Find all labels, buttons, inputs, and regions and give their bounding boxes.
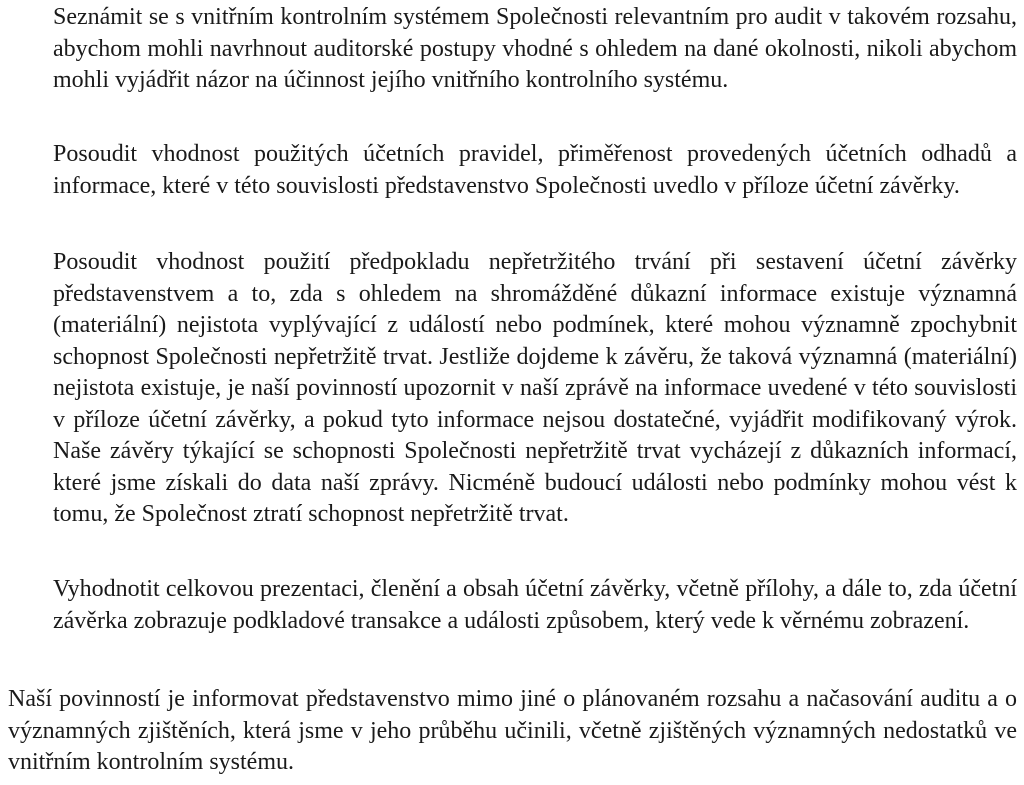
paragraph-going-concern: Posoudit vhodnost použití předpokladu nepřetržitého trvání při sestavení účetní závěrky představenstvem a to, zda s ohledem na shromážděné důkazní informace existuje významná (materiální) nejistota vyplývající z událostí nebo podmínek, které mohou významně zpochybnit schopnost Společnosti nepřetržitě trvat. Jestliže dojdeme k závěru, že taková významná (materiální) nejistota existuje, je naší povinností upozornit v naší zprávě na informace uvedené v této souvislosti v příloze účetní závěrky, a pokud tyto informace nejsou dostatečné, vyjádřit modifikovaný výrok. Naše závěry týkající se schopnosti Společnosti nepřetržitě trvat vycházejí z důkazních informací, které jsme získali do data naší zprávy. Nicméně budoucí události nebo podmínky mohou vést k tomu, že Společnost ztratí schopnost nepřetržitě trvat. (53, 249, 1017, 527)
paragraph-internal-control: Seznámit se s vnitřním kontrolním systémem Společnosti relevantním pro audit v takovém rozsahu, abychom mohli navrhnout auditorské postupy vhodné s ohledem na dané okolnosti, nikoli abychom mohli vyjádřit názor na účinnost jejího vnitřního kontrolního systému. (53, 4, 1017, 93)
paragraph-accounting-policies: Posoudit vhodnost použitých účetních pravidel, přiměřenost provedených účetních odhadů a informace, které v této souvislosti představenstvo Společnosti uvedlo v příloze účetní závěrky. (53, 141, 1017, 199)
paragraph-presentation: Vyhodnotit celkovou prezentaci, členění a obsah účetní závěrky, včetně přílohy, a dále to, zda účetní závěrka zobrazuje podkladové transakce a události způsobem, který vede k věrnému zobrazení. (53, 576, 1017, 634)
paragraph-communication: Naší povinností je informovat představenstvo mimo jiné o plánovaném rozsahu a načasování auditu a o významných zjištěních, která jsme v jeho průběhu učinili, včetně zjištěných významných nedostatků ve vnitřním kontrolním systému. (8, 686, 1017, 775)
